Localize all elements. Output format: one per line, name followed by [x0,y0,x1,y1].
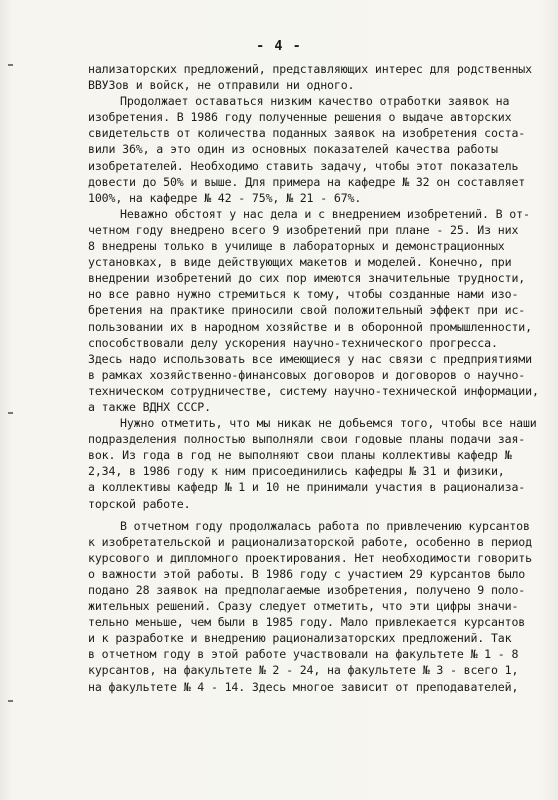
text-line: бретения на практике приносили свой положительный эффект при ис- [88,303,526,318]
text-line: 8 внедрены только в училище в лабораторных и демонстрационных [88,239,505,254]
binding-mark [8,700,13,702]
text-line: В отчетном году продолжалась работа по привлечению курсантов [120,518,530,533]
text-line: довести до 50% и выше. Для примера на кафедре № 32 он составляет [88,174,526,189]
text-line: вили 36%, а это один из основных показателей качества работы [88,142,498,157]
text-line: но все равно нужно стремиться к тому, чтобы созданные нами изо- [88,287,519,302]
text-line: пользовании их в народном хозяйстве и в оборонной промышленности, [88,319,532,334]
text-line: изобретения. В 1986 году полученные решения о выдаче авторских [88,110,512,125]
text-line: о важности этой работы. В 1986 году с участием 29 курсантов было [88,566,526,581]
text-line: изобретателей. Необходимо ставить задачу, чтобы этот показатель [88,158,519,173]
paragraph [88,61,540,93]
text-line: к изобретательской и рационализаторской работе, особенно в период [88,534,532,549]
text-line: подразделения полностью выполняли свои годовые планы подачи зая- [88,432,526,447]
text-line: 2,34, в 1986 году к ним присоединились кафедры № 31 и физики, [88,464,505,479]
text-line: ВВУЗов и войск, не отправили ни одного. [88,78,355,93]
text-line: в отчетном году в этой работе участвовали на факультете № 1 - 8 [88,647,519,662]
text-line: в рамках хозяйственно-финансовых договоров и договоров о научно- [88,367,526,382]
text-line: техническом сотрудничестве, систему научно-технической информации, [88,383,539,398]
paragraph [88,93,540,206]
text-line: курсантов, на факультете № 2 - 24, на факультете № 3 - всего 1, [88,663,519,678]
text-line: курсового и дипломного проектирования. Нет необходимости говорить [88,550,532,565]
text-line: торской работе. [88,496,191,511]
text-line: жительных решений. Сразу следует отметить, что эти цифры значи- [88,599,519,614]
text-line: способствовали делу ускорения научно-технического прогресса. [88,335,498,350]
binding-mark [8,64,13,66]
text-line: подано 28 заявок на предполагаемые изобретения, получено 9 поло- [88,583,526,597]
paragraph [88,518,540,695]
text-line: а коллективы кафедр № 1 и 10 не принимали участия в рационализа- [88,480,526,495]
text-line: установках, в виде действующих макетов и моделей. Конечно, при [88,255,512,270]
paragraph [88,206,540,415]
text-line: на факультете № 4 - 14. Здесь многое зависит от преподавателей, [88,679,519,694]
text-line: Здесь надо использовать все имеющиеся у нас связи с предприятиями [88,351,532,366]
text-line: Продолжает оставаться низким качество отработки заявок на [120,94,510,109]
text-line: Неважно обстоят у нас дела и с внедрением изобретений. В от- [120,206,530,221]
binding-mark [8,412,13,414]
paragraph [88,415,540,512]
page-number: - 4 - [256,38,302,54]
document-body [88,61,540,695]
text-line: вок. Из года в год не выполняют свои планы коллективы кафедр № [88,448,512,463]
text-line: внедрении изобретений до сих пор имеются значительные трудности, [88,271,526,286]
text-line: а также ВДНХ СССР. [88,399,211,414]
text-line: тельно меньше, чем были в 1985 году. Мало привлекается курсантов [88,615,526,630]
text-line: и к разработке и внедрению рационализаторских предложений. Так [88,631,512,646]
text-line: 100%, на кафедре № 42 - 75%, № 21 - 67%. [88,190,362,205]
text-line: Нужно отметить, что мы никак не добьемся того, чтобы все наши [120,416,537,431]
text-line: свидетельств от количества поданных заявок на изобретения соста- [88,126,526,141]
text-line: нализаторских предложений, представляющих интерес для родственных [88,62,532,76]
text-line: четном году внедрено всего 9 изобретений при плане - 25. Из них [88,222,519,237]
